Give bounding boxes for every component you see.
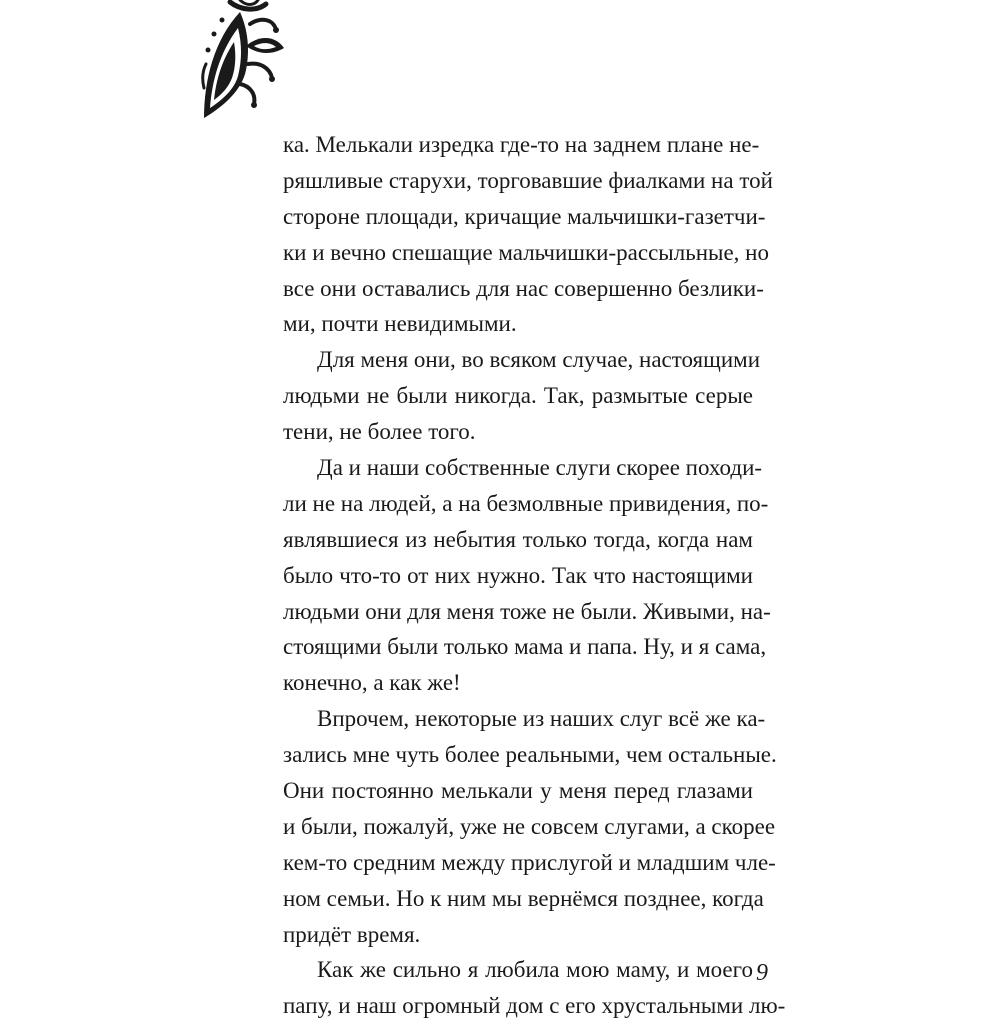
text-line: папу, и наш огромный дом с его хрустальными лю-	[283, 993, 786, 1019]
text-line: Они постоянно мелькали у меня перед глазами	[283, 778, 753, 804]
text-line: Да и наши собственные слуги скорее походи-	[317, 455, 763, 481]
text-line: кем-то средним между прислугой и младшим чле-	[283, 849, 776, 875]
text-line: ли не на людей, а на безмолвные привидения, по-	[283, 490, 769, 516]
text-line: Для меня они, во всяком случае, настоящими	[317, 347, 761, 373]
floral-ornament-icon	[200, 0, 286, 120]
body-text	[283, 127, 786, 1024]
text-line: Впрочем, некоторые из наших слуг всё же ка-	[317, 706, 766, 732]
text-line: ки и вечно спешащие мальчишки-рассыльные, но	[283, 239, 769, 265]
text-line: ряшливые старухи, торговавшие фиалками на той	[283, 167, 773, 193]
text-line: являвшиеся из небытия только тогда, когда нам	[283, 526, 753, 552]
text-line: тени, не более того.	[283, 419, 476, 445]
text-line: придёт время.	[283, 921, 421, 947]
text-line: конечно, а как же!	[283, 670, 461, 696]
text-line: Как же сильно я любила мою маму, и моего	[317, 957, 753, 983]
text-line: ми, почти невидимыми.	[283, 311, 517, 337]
text-line: ка. Мелькали изредка где-то на заднем плане не-	[283, 132, 760, 157]
text-line: было что-то от них нужно. Так что настоящими	[283, 562, 753, 588]
text-line: ном семьи. Но к ним мы вернёмся позднее, когда	[283, 885, 764, 911]
text-line: стоящими были только мама и папа. Ну, и я сама,	[283, 634, 767, 660]
text-line: людьми они для меня тоже не были. Живыми, на-	[283, 598, 771, 624]
page-number: 9	[756, 960, 768, 986]
text-line: стороне площади, кричащие мальчишки-газетчи-	[283, 203, 766, 229]
text-line: все они оставались для нас совершенно безлики-	[283, 275, 764, 301]
text-line: людьми не были никогда. Так, размытые серые	[283, 383, 753, 409]
text-line: зались мне чуть более реальными, чем остальные.	[283, 742, 777, 768]
text-line: и были, пожалуй, уже не совсем слугами, а скорее	[283, 813, 776, 839]
